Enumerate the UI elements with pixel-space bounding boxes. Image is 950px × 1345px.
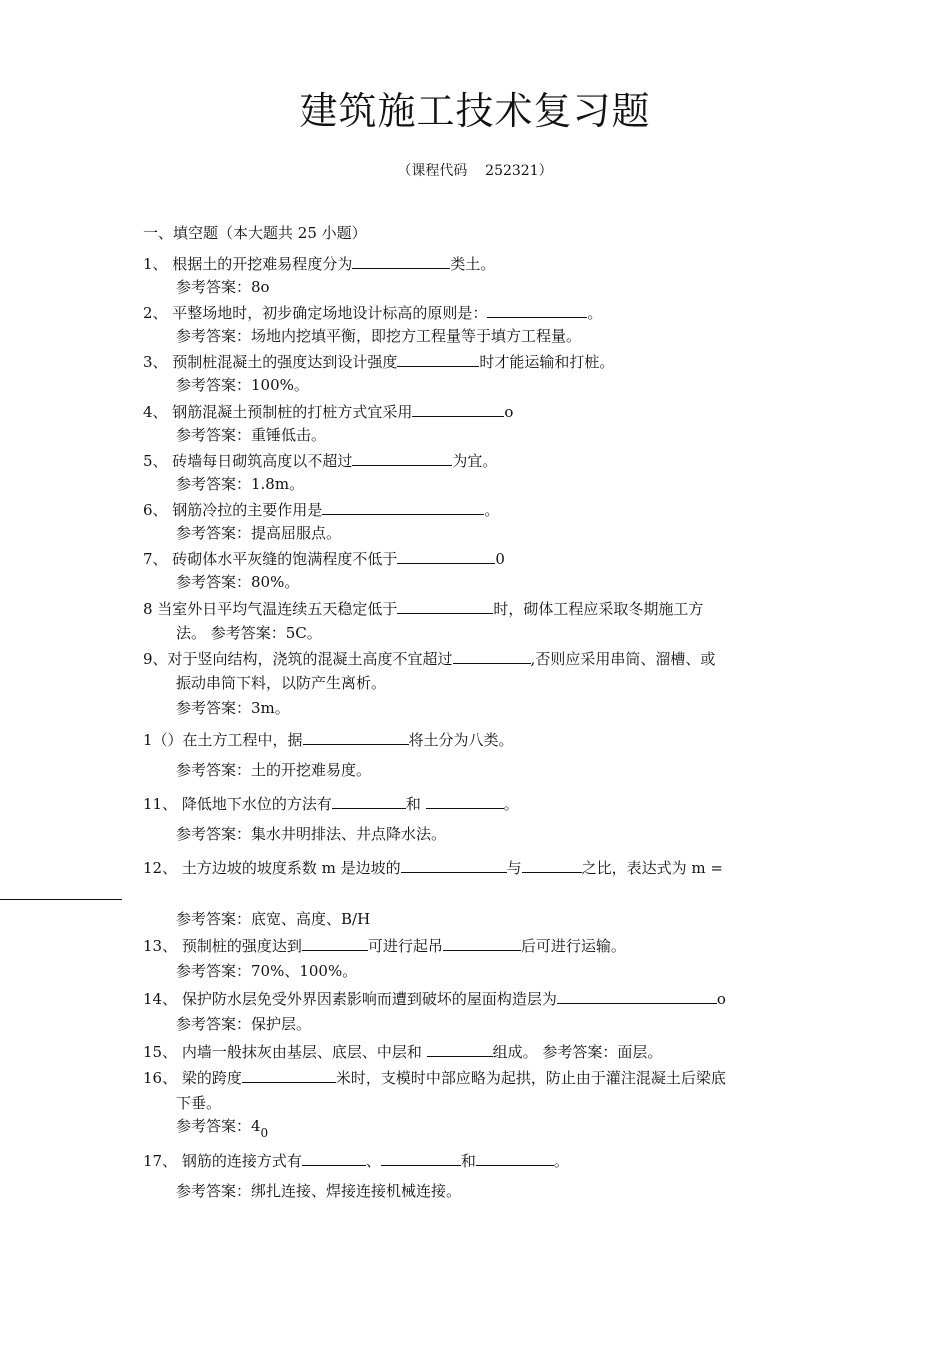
answer-blank — [412, 402, 504, 417]
question-12: 12、 土方边坡的坡度系数 m 是边坡的 与 之比，表达式为 m = — [143, 859, 723, 877]
answer-9: 参考答案：3m。 — [176, 699, 290, 717]
question-2: 2、 平整场地时，初步确定场地设计标高的原则是： 。 — [143, 304, 603, 322]
answer-12: 参考答案：底宽、高度、B/H — [176, 910, 371, 928]
answer-11: 参考答案：集水井明排法、井点降水法。 — [176, 825, 447, 843]
answer-blank — [487, 303, 587, 318]
course-code: （课程代码 252321） — [397, 163, 553, 179]
answer-blank — [302, 1151, 366, 1166]
answer-blank — [522, 858, 582, 873]
answer-7: 参考答案：80%。 — [176, 573, 300, 591]
question-4: 4、 钢筋混凝土预制桩的打桩方式宜采用 o — [143, 403, 514, 421]
question-11: 11、 降低地下水位的方法有 和 。 — [143, 795, 519, 813]
answer-5: 参考答案：1.8m。 — [176, 475, 305, 493]
page-title: 建筑施工技术复习题 — [299, 89, 651, 133]
answer-blank — [397, 599, 493, 614]
answer-blank — [397, 549, 495, 564]
answer-blank — [427, 1042, 493, 1057]
question-14: 14、 保护防水层免受外界因素影响而遭到破坏的屋面构造层为 o — [143, 990, 726, 1008]
question-9: 9、对于竖向结构，浇筑的混凝土高度不宜超过 ,否则应采用串筒、溜槽、或 — [143, 650, 716, 668]
answer-16: 参考答案：$4_0$ — [176, 1117, 269, 1140]
answer-blank — [443, 936, 521, 951]
question-1: 1、 根据土的开挖难易程度分为 类土。 — [143, 255, 496, 273]
answer-blank — [242, 1068, 336, 1083]
question-9-continuation: 振动串筒下料，以防产生离析。 — [176, 674, 387, 692]
answer-17: 参考答案：绑扎连接、焊接连接机械连接。 — [176, 1182, 462, 1200]
answer-blank — [322, 500, 484, 515]
answer-14: 参考答案：保护层。 — [176, 1015, 312, 1033]
question-16: 16、 梁的跨度 米时，支模时中部应略为起拱，防止由于灌注混凝土后梁底 — [143, 1069, 726, 1087]
answer-blank — [303, 730, 409, 745]
question-17: 17、 钢筋的连接方式有 、 和 。 — [143, 1152, 569, 1170]
answer-blank — [557, 989, 717, 1004]
answer-blank — [352, 451, 452, 466]
formula-blank-line — [0, 899, 122, 900]
answer-blank — [397, 352, 479, 367]
answer-blank — [426, 794, 504, 809]
answer-3: 参考答案：100%。 — [176, 376, 309, 394]
answer-4: 参考答案：重锤低击。 — [176, 426, 327, 444]
question-8-continuation: 法。 参考答案：5C。 — [176, 624, 322, 642]
answer-6: 参考答案：提高屈服点。 — [176, 524, 342, 542]
answer-blank — [381, 1151, 461, 1166]
question-7: 7、 砖砌体水平灰缝的饱满程度不低于 0 — [143, 550, 505, 568]
answer-blank — [302, 936, 368, 951]
question-8: 8 当室外日平均气温连续五天稳定低于 时，砌体工程应采取冬期施工方 — [143, 600, 704, 618]
answer-blank — [401, 858, 507, 873]
question-5: 5、 砖墙每日砌筑高度以不超过 为宜。 — [143, 452, 498, 470]
answer-1: 参考答案：8o — [176, 278, 270, 296]
answer-blank — [453, 649, 531, 664]
question-15: 15、 内墙一般抹灰由基层、底层、中层和 组成。 参考答案：面层。 — [143, 1043, 663, 1061]
question-13: 13、 预制桩的强度达到 可进行起吊 后可进行运输。 — [143, 937, 626, 955]
question-16-continuation: 下垂。 — [176, 1094, 222, 1112]
section-heading: 一、填空题（本大题共 25 小题） — [143, 224, 367, 242]
answer-blank — [476, 1151, 554, 1166]
answer-13: 参考答案：70%、100%。 — [176, 962, 358, 980]
answer-10: 参考答案：土的开挖难易度。 — [176, 761, 372, 779]
question-6: 6、 钢筋冷拉的主要作用是 。 — [143, 501, 500, 519]
question-10: 1（）在土方工程中，据 将土分为八类。 — [143, 731, 514, 749]
answer-blank — [332, 794, 406, 809]
answer-blank — [352, 254, 450, 269]
question-3: 3、 预制桩混凝土的强度达到设计强度 时才能运输和打桩。 — [143, 353, 615, 371]
answer-2: 参考答案：场地内挖填平衡，即挖方工程量等于填方工程量。 — [176, 327, 582, 345]
